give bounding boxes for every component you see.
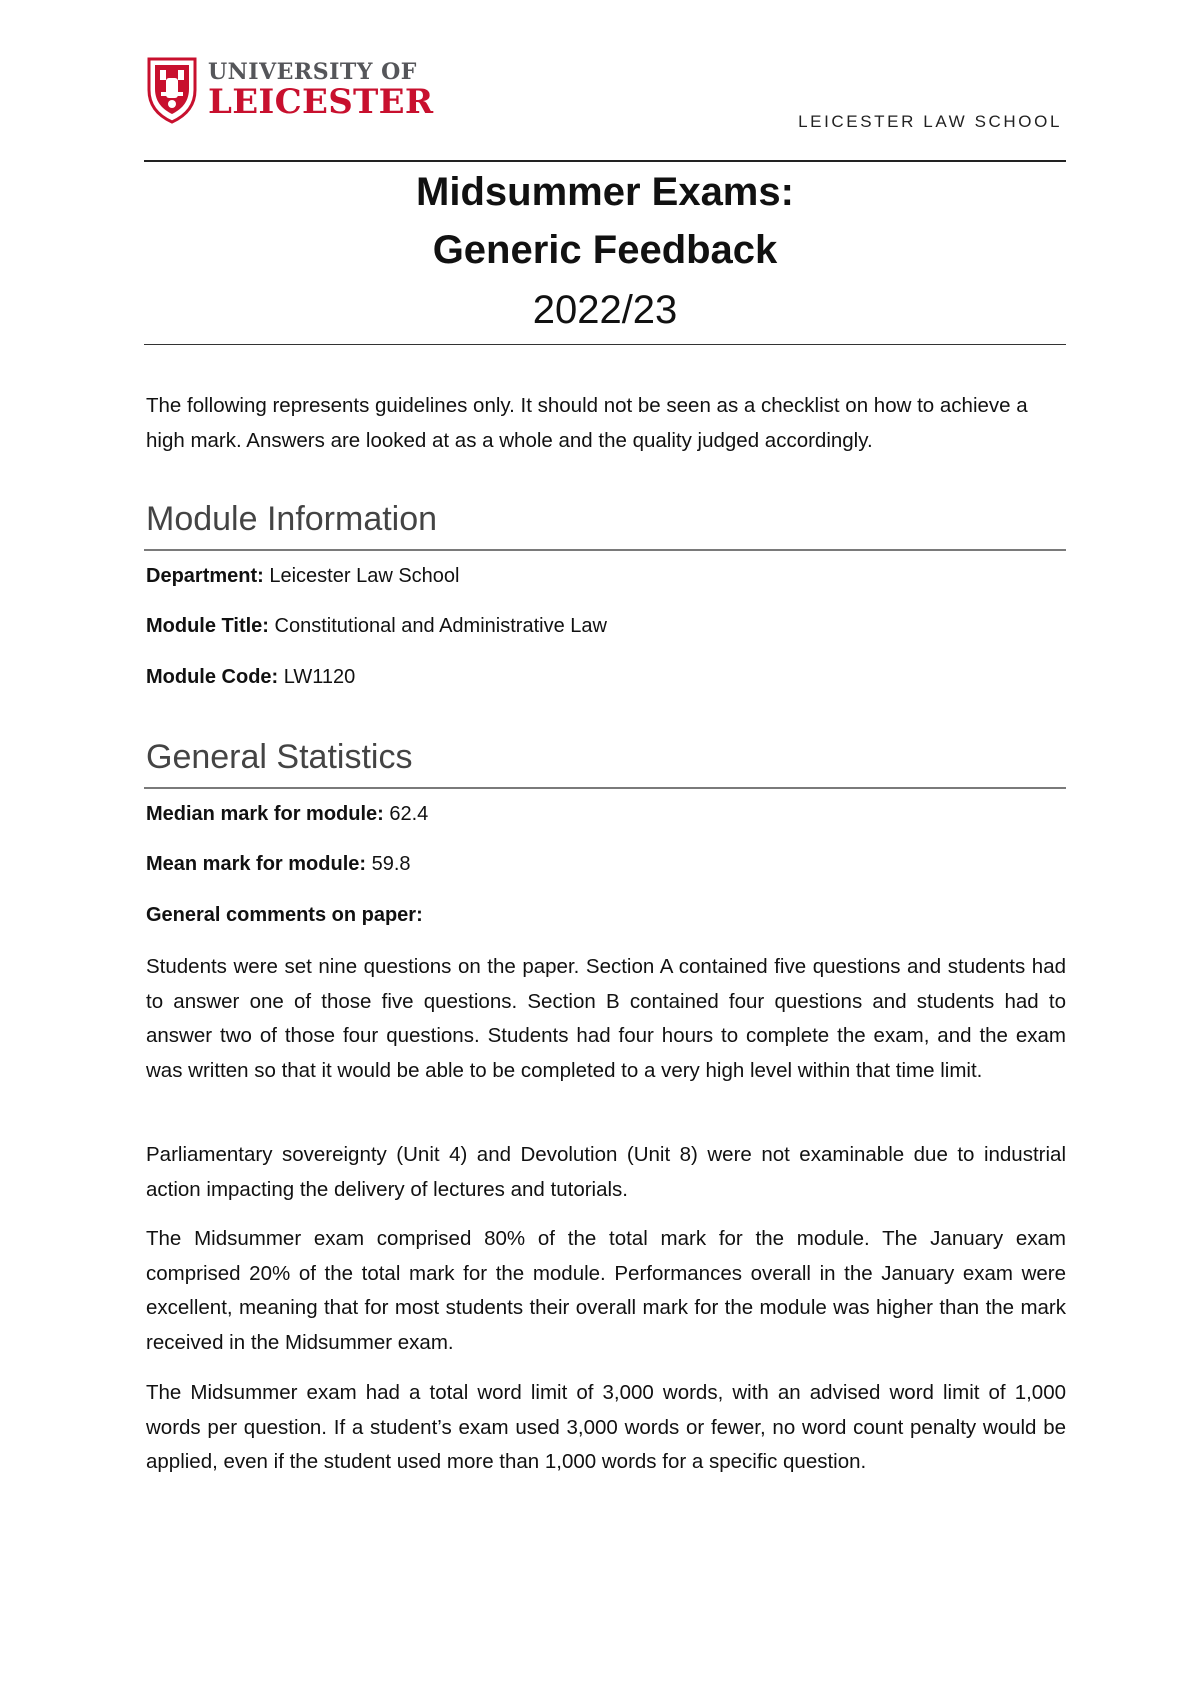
intro-paragraph: The following represents guidelines only. It should not be seen as a checklist on how to achieve a high mark. Answers are looked at as a whole and the quality judged accordingly. [146,394,1028,452]
department-field [146,565,459,588]
module-title-field [146,615,607,638]
mean-mark-value: 59.8 [371,853,411,875]
document-title-line1: Midsummer Exams: [416,170,794,214]
median-mark-value: 62.4 [389,803,429,825]
module-info-divider [144,549,1066,551]
module-info-heading: Module Information [146,500,438,538]
title-divider [144,344,1066,345]
median-mark-field [146,803,428,826]
statistics-divider [144,787,1066,789]
logo-text-line2: LEICESTER [208,82,434,122]
comment-paragraph: Students were set nine questions on the paper. Section A contained five questions and students had to answer one of those five questions. Section B contained four questions and students had to answer two of those four questions. Students had four hours to complete the exam, and the exam was written so that it would be able to be completed to a very high level within that time limit. [146,955,1066,1082]
logo-text-line1: UNIVERSITY OF [208,59,417,85]
general-statistics-heading: General Statistics [146,738,413,776]
mean-mark-label: Mean mark for module: [146,853,367,875]
general-comments-label: General comments on paper: [146,904,423,926]
module-code-field [146,666,355,689]
module-code-value: LW1120 [283,666,356,688]
module-code-label: Module Code: [146,666,279,688]
document-year: 2022/23 [532,288,678,332]
module-title-label: Module Title: [146,615,269,637]
comment-paragraph: The Midsummer exam comprised 80% of the total mark for the module. The January exam comprised 20% of the total mark for the module. Performances overall in the January exam were excellent, meaning that for most students their overall mark for the module was higher than the mark received in the Midsummer exam. [146,1227,1066,1354]
university-logo [146,56,433,124]
mean-mark-field [146,853,411,876]
department-label: Department: [146,565,264,587]
department-value: Leicester Law School [269,565,460,587]
comment-paragraph: The Midsummer exam had a total word limit of 3,000 words, with an advised word limit of 1,000 words per question. If a student’s exam used 3,000 words or fewer, no word count penalty would be applied, even if the student used more than 1,000 words for a specific question. [146,1381,1066,1473]
header-divider [144,160,1066,162]
median-mark-label: Median mark for module: [146,803,384,825]
module-title-value: Constitutional and Administrative Law [274,615,607,637]
document-title-line2: Generic Feedback [432,228,778,272]
school-name: LEICESTER LAW SCHOOL [798,112,1062,131]
shield-icon [146,56,198,124]
comment-paragraph: Parliamentary sovereignty (Unit 4) and Devolution (Unit 8) were not examinable due to industrial action impacting the delivery of lectures and tutorials. [146,1143,1066,1201]
